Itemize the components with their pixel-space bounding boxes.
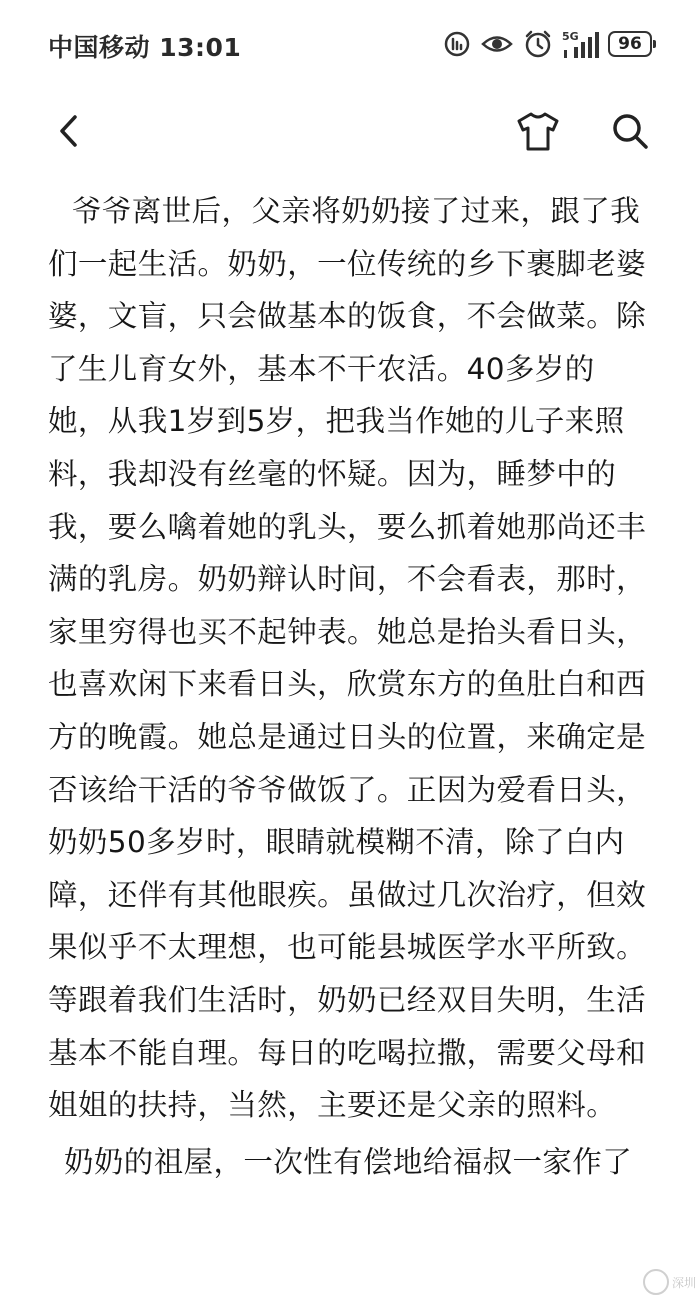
shirt-theme-icon — [512, 105, 564, 157]
battery-level: 96 — [618, 34, 642, 54]
network-label: 5G — [562, 30, 579, 43]
data-saver-icon — [442, 29, 472, 59]
status-bar — [0, 0, 700, 88]
carrier-name: 中国移动 — [48, 33, 151, 62]
back-arrow-icon — [44, 105, 96, 157]
signal-5g-icon — [562, 28, 600, 60]
reader-toolbar — [0, 95, 700, 167]
eye-comfort-icon — [480, 29, 514, 59]
clock-time: 13:01 — [159, 33, 242, 62]
article-paragraph: 奶奶的祖屋，一次性有偿地给福叔一家作了 — [64, 1144, 633, 1179]
search-button[interactable] — [604, 105, 656, 157]
carrier-time — [48, 28, 241, 64]
alarm-icon — [522, 28, 554, 60]
back-button[interactable] — [44, 105, 96, 157]
battery-icon — [608, 31, 652, 57]
search-icon — [604, 105, 656, 157]
watermark-text: 深圳 — [671, 1275, 696, 1290]
article-paragraph: 爷爷离世后，父亲将奶奶接了过来，跟了我们一起生活。奶奶，一位传统的乡下裹脚老婆婆，文盲，只会做基本的饭食，不会做菜。除了生儿育女外，基本不干农活。40多岁的她，从我1岁到5岁，把我当作她的儿子来照料，我却没有丝毫的怀疑。因为，睡梦中的我，要么噙着她的乳头，要么抓着她那尚还丰满的乳房。奶奶辩认时间，不会看表，那时，家里穷得也买不起钟表。她总是抬头看日头，也喜欢闲下来看日头，欣赏东方的鱼肚白和西方的晚霞。她总是通过日头的位置，来确定是否该给干活的爷爷做饭了。正因为爱看日头，奶奶50多岁时，眼睛就模糊不清，除了白内障，还伴有其他眼疾。虽做过几次治疗，但效果似乎不太理想，也可能县城医学水平所致。等跟着我们生活时，奶奶已经双目失明，生活基本不能自理。每日的吃喝拉撒，需要父母和姐姐的扶持，当然，主要还是父亲的照料。 — [48, 194, 647, 1123]
article-body — [48, 185, 648, 1188]
theme-button[interactable] — [512, 105, 564, 157]
status-icons — [442, 27, 652, 61]
watermark-logo-icon — [643, 1269, 669, 1295]
watermark — [643, 1267, 696, 1297]
